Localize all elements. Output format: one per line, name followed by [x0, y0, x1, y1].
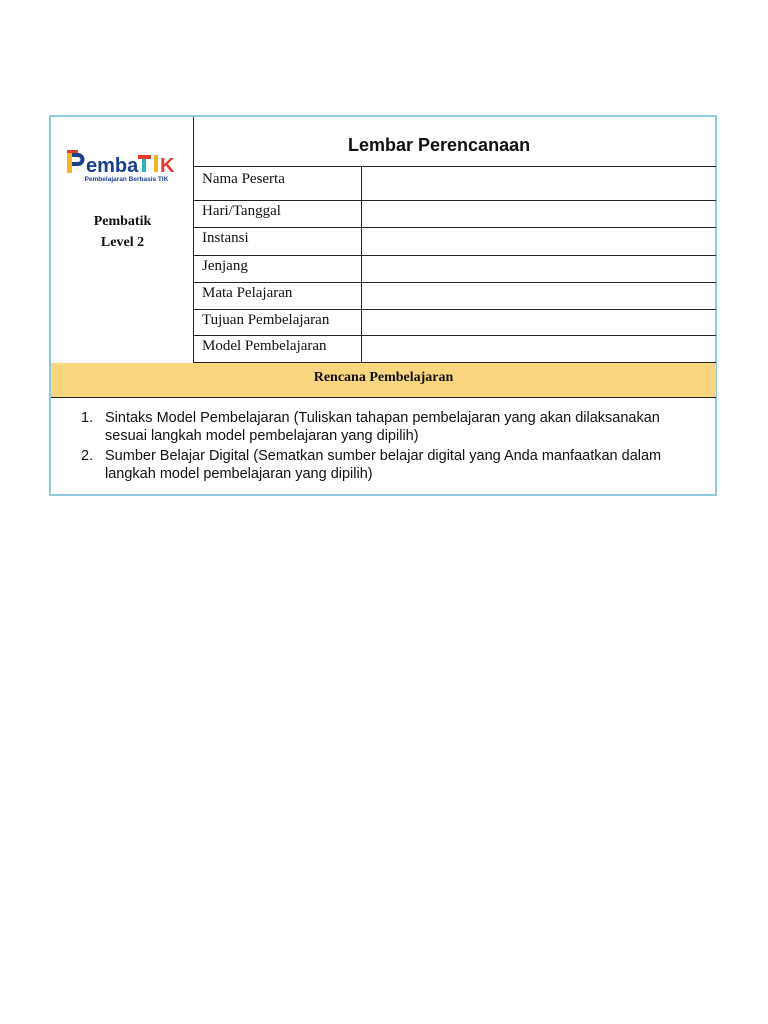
program-name: Pembatik [93, 214, 152, 229]
field-label: Hari/Tanggal [194, 201, 362, 227]
svg-text:emba: emba [86, 155, 139, 177]
field-label: Tujuan Pembelajaran [194, 310, 362, 335]
instruction-list [51, 409, 715, 485]
field-label: Jenjang [194, 256, 362, 282]
field-label: Nama Peserta [194, 167, 362, 200]
list-item [51, 447, 715, 483]
nama-peserta-input[interactable] [362, 167, 716, 200]
hari-tanggal-input[interactable] [362, 201, 716, 227]
field-row-model-pembelajaran [194, 336, 716, 363]
planning-sheet [49, 115, 717, 496]
field-row-instansi [194, 228, 716, 256]
section-header: Rencana Pembelajaran [51, 363, 716, 398]
field-row-mata-pelajaran [194, 283, 716, 310]
item-text: Sintaks Model Pembelajaran (Tuliskan tahapan pembelajaran yang akan dilaksanakan sesuai langkah model pembelajaran yang dipilih) [105, 410, 660, 444]
mata-pelajaran-input[interactable] [362, 283, 716, 309]
field-row-nama-peserta [194, 167, 716, 201]
logo-tagline: Pembelajaran Berbasis TIK [84, 176, 169, 183]
tujuan-pembelajaran-input[interactable] [362, 310, 716, 335]
level-label [51, 211, 194, 253]
level-number: Level 2 [100, 235, 145, 250]
list-item [51, 409, 715, 445]
item-number: 1. [81, 410, 94, 426]
item-text: Sumber Belajar Digital (Sematkan sumber belajar digital yang Anda manfaatkan dalam langkah model pembelajaran yang dipilih) [105, 448, 662, 482]
field-label: Instansi [194, 228, 362, 255]
item-number: 2. [81, 448, 94, 464]
field-label: Model Pembelajaran [194, 336, 362, 362]
field-row-jenjang [194, 256, 716, 283]
instansi-input[interactable] [362, 228, 716, 255]
field-row-hari-tanggal [194, 201, 716, 228]
sheet-title: Lembar Perencanaan [194, 117, 716, 167]
model-pembelajaran-input[interactable] [362, 336, 716, 362]
field-label: Mata Pelajaran [194, 283, 362, 309]
svg-text:K: K [160, 155, 175, 177]
jenjang-input[interactable] [362, 256, 716, 282]
field-row-tujuan-pembelajaran [194, 310, 716, 336]
logo-column [51, 117, 194, 363]
